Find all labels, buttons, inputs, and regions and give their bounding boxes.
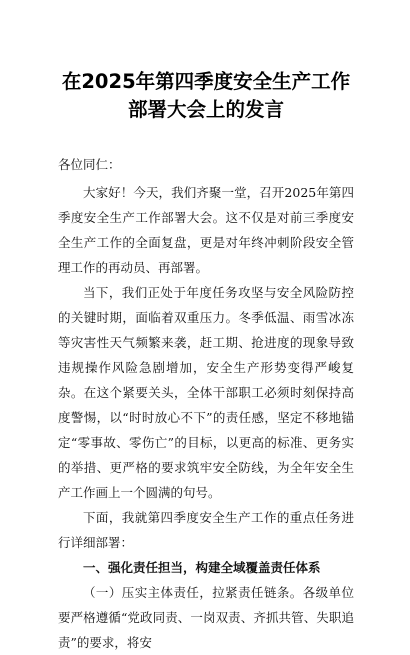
- salutation: 各位同仁：: [58, 157, 121, 172]
- paragraph-intro-tasks: 下面，我就第四季度安全生产工作的重点任务进行详细部署：: [58, 510, 354, 550]
- paragraph-opening: 大家好！今天，我们齐聚一堂，召开2025年第四季度安全生产工作部署大会。这不仅是对前三季度安全生产工作的全面复盘，更是对年终冲刺阶段安全管理工作的再动员、再部署。: [58, 185, 354, 275]
- section-heading-1: 一、强化责任担当，构建全域覆盖责任体系: [83, 560, 321, 575]
- paragraph-situation: 当下，我们正处于年度任务攻坚与安全风险防控的关键时期，面临着双重压力。冬季低温、雨雪冰冻等灾害性天气频繁来袭，赶工期、抢进度的现象导致违规操作风险急剧增加，安全生产形势变得严峻复杂。在这个紧要关头，全体干部职工必须时刻保持高度警惕，以“时时放心不下”的责任感，坚定不移地锚定“零事故、零伤亡”的目标，以更高的标准、更务实的举措、更严格的要求筑牢安全防线，为全年安全生产工作画上一个圆满的句号。: [58, 285, 354, 500]
- document-title: 在2025年第四季度安全生产工作部署大会上的发言: [61, 70, 351, 121]
- paragraph-subsection-1: （一）压实主体责任，拉紧责任链条。各级单位要严格遵循“党政同责、一岗双责、齐抓共管、失职追责”的要求，将安: [58, 585, 354, 650]
